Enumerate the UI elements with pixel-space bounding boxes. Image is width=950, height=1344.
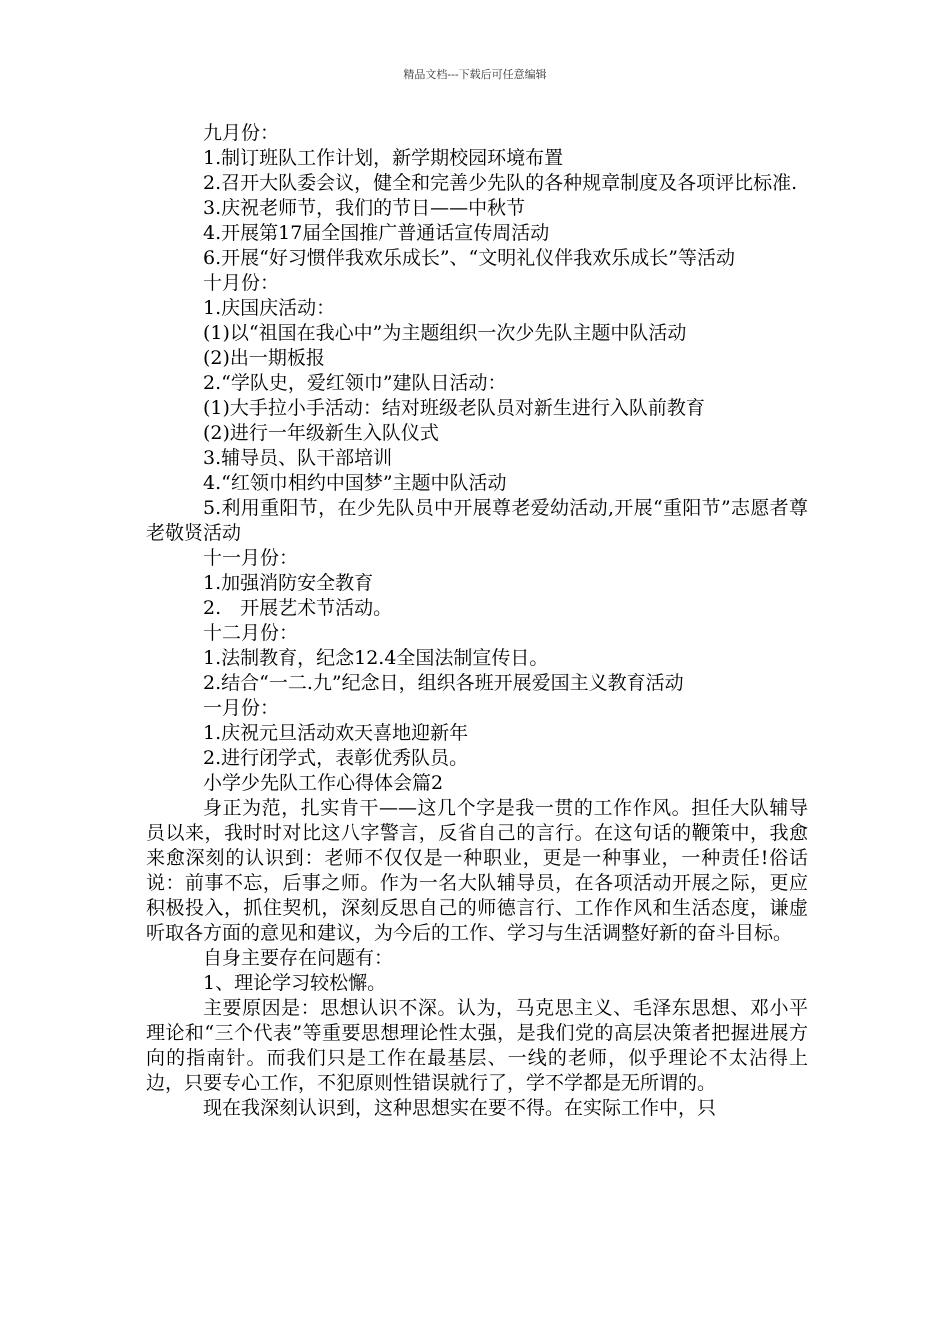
paragraph: 一月份： [203, 697, 280, 719]
paragraph: 2.召开大队委会议，健全和完善少先队的各种规章制度及各项评比标准. [203, 172, 798, 194]
paragraph: 5.利用重阳节，在少先队员中开展尊老爱幼活动,开展“重阳节”志愿者尊老敬贤活动 [146, 497, 808, 544]
paragraph: 2.结合“一二.九”纪念日，组织各班开展爱国主义教育活动 [203, 672, 684, 694]
paragraph: (2)进行一年级新生入队仪式 [203, 422, 439, 444]
paragraph: 3.庆祝老师节，我们的节日——中秋节 [203, 197, 526, 219]
document-body [146, 121, 808, 1121]
paragraph: 2.进行闭学式，表彰优秀队员。 [203, 747, 469, 769]
paragraph: (2)出一期板报 [203, 347, 325, 369]
paragraph: 2. 开展艺术节活动。 [203, 597, 393, 619]
paragraph: 1.加强消防安全教育 [203, 572, 374, 594]
paragraph: (1)大手拉小手活动：结对班级老队员对新生进行入队前教育 [203, 397, 705, 419]
paragraph: 现在我深刻认识到，这种思想实在要不得。在实际工作中，只 [203, 1097, 717, 1119]
paragraph: 身正为范，扎实肯干——这几个字是我一贯的工作作风。担任大队辅导员以来，我时时对比这八字警言，反省自己的言行。在这句话的鞭策中，我愈来愈深刻的认识到：老师不仅仅是一种职业，更是一种事业，一种责任!俗话说：前事不忘，后事之师。作为一名大队辅导员，在各项活动开展之际，更应积极投入，抓住契机，深刻反思自己的师德言行、工作作风和生活态度，谦虚听取各方面的意见和建议，为今后的工作、学习与生活调整好新的奋斗目标。 [146, 797, 808, 944]
paragraph: 1.制订班队工作计划，新学期校园环境布置 [203, 147, 564, 169]
paragraph: 1.庆国庆活动： [203, 297, 336, 319]
paragraph: 1.法制教育，纪念12.4全国法制宣传日。 [203, 647, 549, 669]
paragraph: (1)以“祖国在我心中”为主题组织一次少先队主题中队活动 [203, 322, 687, 344]
paragraph: 九月份： [203, 122, 280, 144]
paragraph: 自身主要存在问题有： [203, 947, 394, 969]
paragraph: 十月份： [203, 272, 280, 294]
paragraph: 小学少先队工作心得体会篇2 [203, 772, 444, 794]
paragraph: 2.“学队史，爱红领巾”建队日活动： [203, 372, 507, 394]
paragraph: 1、理论学习较松懈。 [203, 972, 387, 994]
paragraph: 主要原因是：思想认识不深。认为，马克思主义、毛泽东思想、邓小平理论和“三个代表”等重要思想理论性太强，是我们党的高层决策者把握进展方向的指南针。而我们只是工作在最基层、一线的老师，似乎理论不太沾得上边，只要专心工作，不犯原则性错误就行了，学不学都是无所谓的。 [146, 997, 808, 1094]
paragraph: 十一月份： [203, 547, 299, 569]
page-header: 精品文档---下载后可任意编辑 [403, 68, 547, 81]
paragraph: 3.辅导员、队干部培训 [203, 447, 393, 469]
paragraph: 1.庆祝元旦活动欢天喜地迎新年 [203, 722, 469, 744]
paragraph: 4.“红领巾相约中国梦”主题中队活动 [203, 472, 507, 494]
paragraph: 十二月份： [203, 622, 299, 644]
paragraph: 6.开展“好习惯伴我欢乐成长”、“文明礼仪伴我欢乐成长”等活动 [203, 247, 735, 269]
paragraph: 4.开展第17届全国推广普通话宣传周活动 [203, 222, 550, 244]
